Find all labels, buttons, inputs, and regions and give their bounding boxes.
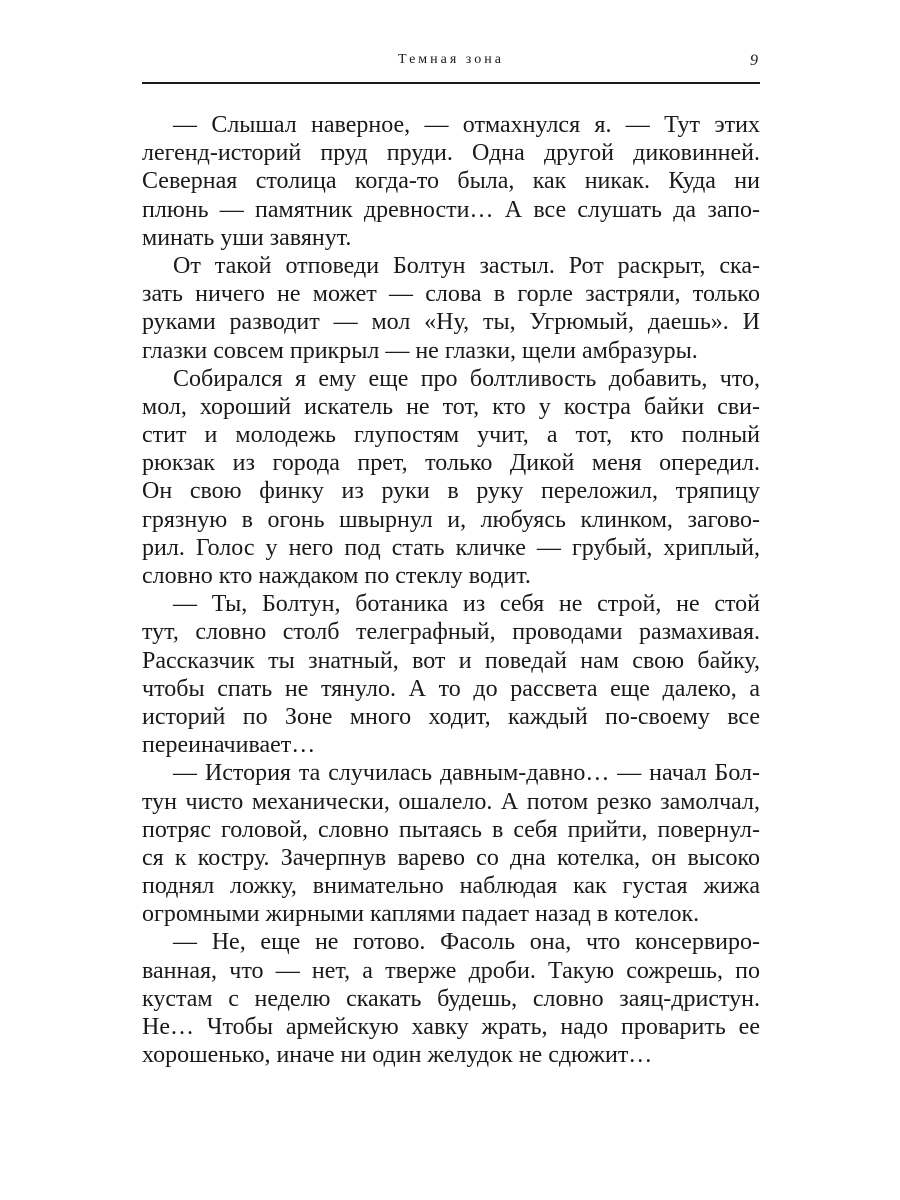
text-line: чтобы спать не тянуло. А то до рассвета еще далеко, а xyxy=(142,675,760,702)
text-line: — Ты, Болтун, ботаника из себя не строй, не стой xyxy=(173,591,760,618)
text-line: поднял ложку, внимательно наблюдая как густая жижа xyxy=(142,873,760,900)
text-line: ванная, что — нет, а тверже дроби. Такую сожрешь, по xyxy=(142,957,760,984)
text-line: Северная столица когда-то была, как никак. Куда ни xyxy=(142,168,760,195)
text-line: рил. Голос у него под стать кличке — грубый, хриплый, xyxy=(142,534,760,561)
text-line: мол, хороший искатель не тот, кто у костра байки сви- xyxy=(142,393,760,420)
paragraph xyxy=(142,590,760,759)
text-line: грязную в огонь швырнул и, любуясь клинком, загово- xyxy=(142,506,760,533)
text-line: — Не, еще не готово. Фасоль она, что консервиро- xyxy=(173,929,760,956)
paragraph xyxy=(142,365,760,591)
text-line: От такой отповеди Болтун застыл. Рот раскрыт, ска- xyxy=(173,252,760,279)
text-line: Не… Чтобы армейскую хавку жрать, надо проварить ее xyxy=(142,1014,760,1040)
page-number: 9 xyxy=(750,52,758,69)
text-line: рюкзак из города прет, только Дикой меня опередил. xyxy=(142,450,760,477)
paragraph xyxy=(142,111,760,252)
text-line: тун чисто механически, ошалело. А потом резко замолчал, xyxy=(142,788,760,815)
body-text xyxy=(142,111,760,1069)
paragraph xyxy=(142,252,760,365)
text-line: минать уши завянут. xyxy=(142,224,352,251)
text-line: легенд-историй пруд пруди. Одна другой диковинней. xyxy=(142,140,760,167)
text-line: руками разводит — мол «Ну, ты, Угрюмый, даешь». И xyxy=(142,309,760,336)
text-line: глазки совсем прикрыл — не глазки, щели амбразуры. xyxy=(142,337,698,364)
text-line: — История та случилась давным-давно… — начал Бол- xyxy=(173,760,760,787)
text-line: тут, словно столб телеграфный, проводами размахивая. xyxy=(142,619,760,646)
running-title: Темная зона xyxy=(398,52,504,67)
text-line: Собирался я ему еще про болтливость добавить, что, xyxy=(173,365,760,392)
text-line: ся к костру. Зачерпнув варево со дна котелка, он высоко xyxy=(142,844,760,871)
text-line: переиначивает… xyxy=(142,732,316,759)
paragraph xyxy=(142,759,760,928)
text-line: зать ничего не может — слова в горле застряли, только xyxy=(142,281,760,308)
header-rule xyxy=(142,82,760,84)
text-line: хорошенько, иначе ни один желудок не сдюжит… xyxy=(142,1042,653,1069)
text-line: потряс головой, словно пытаясь в себя прийти, повернул- xyxy=(142,816,760,843)
running-header xyxy=(142,50,760,74)
text-line: Рассказчик ты знатный, вот и поведай нам свою байку, xyxy=(142,647,760,674)
text-line: огромными жирными каплями падает назад в котелок. xyxy=(142,901,700,928)
text-line: историй по Зоне много ходит, каждый по-своему все xyxy=(142,703,760,730)
text-line: стит и молодежь глупостям учит, а тот, кто полный xyxy=(142,422,760,449)
text-line: словно кто наждаком по стеклу водит. xyxy=(142,563,531,589)
paragraph xyxy=(142,928,760,1069)
text-line: плюнь — памятник древности… А все слушать да запо- xyxy=(142,196,760,223)
text-line: — Слышал наверное, — отмахнулся я. — Тут этих xyxy=(173,112,760,138)
text-line: Он свою финку из руки в руку переложил, тряпицу xyxy=(142,478,760,505)
text-line: кустам с неделю скакать будешь, словно заяц-дристун. xyxy=(142,985,760,1012)
